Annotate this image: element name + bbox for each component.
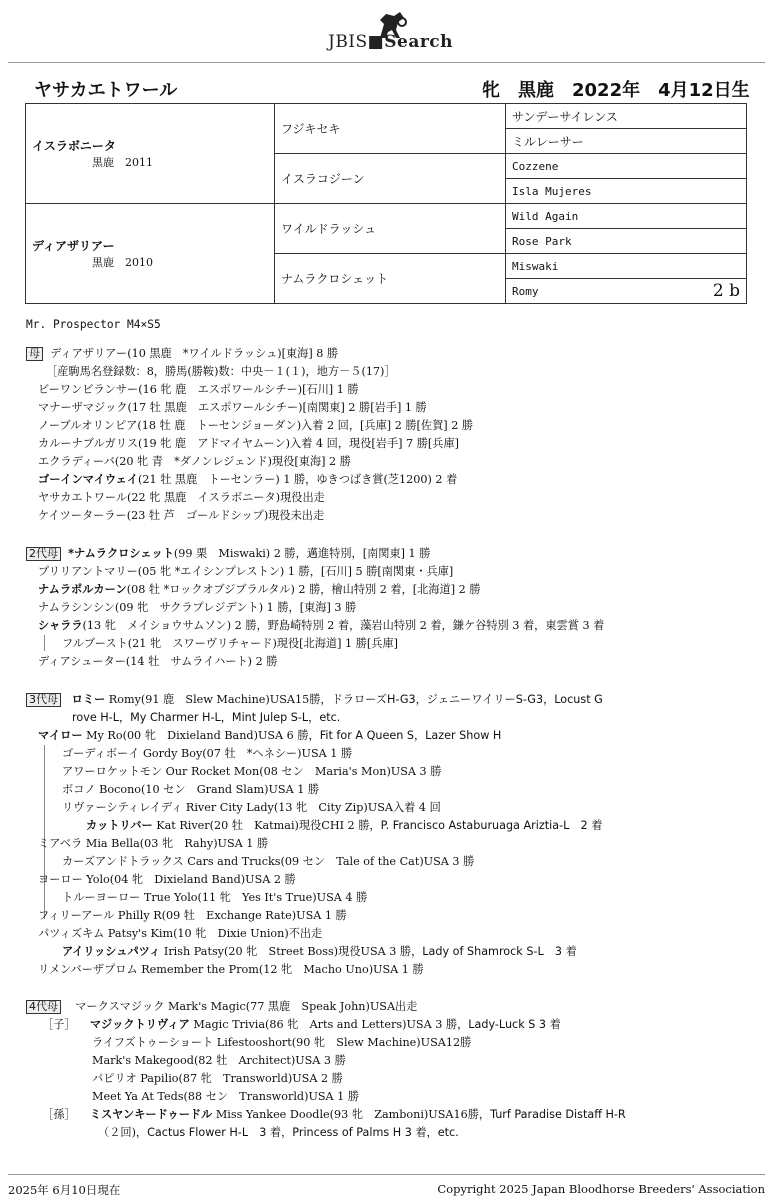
- horse-name-bold: ミスヤンキードゥードル: [89, 1108, 213, 1121]
- list-item: [42, 1108, 626, 1122]
- horse-name-bold: ナムラポルカーン: [38, 583, 127, 596]
- list-item: ヨーロー Yolo(04 牝 Dixieland Band)USA 2 勝: [38, 873, 296, 886]
- footer-copyright: Copyright 2025 Japan Bloodhorse Breeders' Association: [437, 1182, 765, 1196]
- list-item: フィリーアール Philly R(09 牡 Exchange Rate)USA 1 勝: [38, 909, 347, 922]
- horse-name-bold: カットリバー: [86, 819, 153, 832]
- horse-name-bold: *ナムラクロシェット: [68, 547, 174, 560]
- section-tag: 3代母: [26, 693, 61, 707]
- list-item: トルーヨーロー True Yolo(11 牝 Yes It's True)USA 4 勝: [62, 891, 368, 904]
- header-divider: [8, 62, 765, 63]
- fourth-dam-line: [26, 1000, 417, 1014]
- section-tag: 母: [26, 347, 43, 361]
- logo-text: JBIS■Search: [328, 32, 454, 52]
- list-item: ディアシューター(14 牡 サムライハート) 2 勝: [38, 655, 278, 668]
- g3-name: Romy: [512, 284, 539, 298]
- list-item-detail: Romy(91 鹿 Slew Machine)USA15勝，: [105, 693, 332, 706]
- list-item: エクラディーバ(20 牝 青 *ダノンレジェンド)現役[東海] 2 勝: [38, 455, 351, 468]
- g3-cell: ミルレーサー: [506, 129, 747, 154]
- list-item: ビーワンビランサー(16 牝 鹿 エスポワールシチー)[石川] 1 勝: [38, 383, 359, 396]
- sire-cell: [26, 104, 275, 204]
- sire-detail: 黒鹿 2011: [92, 156, 153, 169]
- horse-name: ヤサカエトワール: [34, 80, 178, 101]
- list-item-detail: (99 栗 Miswaki) 2 勝，邁進特別，[南関東] 1 勝: [173, 547, 431, 560]
- list-item: マナーザマジック(17 牡 黒鹿 エスポワールシチー)[南関東] 2 勝[岩手] 1 勝: [38, 401, 427, 414]
- list-item-detail: (13 牝 メイショウサムソン) 2 勝，野島崎特別 2 着，藻岩山特別 2 着，鎌ケ谷特別 3 着，東雲賞 3 着: [82, 619, 605, 632]
- list-item: ナムラシンシン(09 牝 サクラプレジデント) 1 勝，[東海] 3 勝: [38, 601, 357, 614]
- inbreeding-note: Mr. Prospector M4×S5: [26, 318, 161, 331]
- list-item: [38, 729, 501, 743]
- horse-name-bold: マジックトリヴィア: [89, 1018, 190, 1031]
- g3-cell: Cozzene: [506, 154, 747, 179]
- list-item-detail: Magic Trivia(86 牝 Arts and Letters)USA 3 勝，: [189, 1018, 469, 1031]
- list-item-races: P. Francisco Astaburuaga Ariztia-L 2 着: [380, 819, 603, 832]
- footer-divider: [8, 1174, 765, 1175]
- g3-cell-last: [506, 279, 747, 304]
- list-item: ケイツーターラー(23 牡 芦 ゴールドシップ)現役未出走: [38, 509, 325, 522]
- tree-connector: [44, 635, 45, 651]
- tree-connector: [44, 745, 45, 919]
- list-item: [62, 945, 577, 959]
- list-item: カーズアンドトラックス Cars and Trucks(09 セン Tale of the Cat)USA 3 勝: [62, 855, 475, 868]
- footer-date: 2025年 6月10日現在: [8, 1183, 121, 1197]
- pedigree-table: [25, 103, 747, 304]
- list-item: ヤサカエトワール(22 牝 黒鹿 イスラボニータ)現役出走: [38, 491, 325, 504]
- dam-detail: 黒鹿 2010: [92, 256, 153, 269]
- section-tag: 4代母: [26, 1000, 61, 1014]
- g3-cell: Wild Again: [506, 204, 747, 229]
- list-item-detail: （２回)，: [98, 1126, 148, 1139]
- list-item: rove H-L，My Charmer H-L，Mint Julep S-L，etc.: [72, 711, 341, 724]
- g3-cell: サンデーサイレンス: [506, 104, 747, 129]
- list-item: ノーブルオリンピア(18 牡 鹿 トーセンジョーダン)入着 2 回，[兵庫] 2 勝[佐賀] 2 勝: [38, 419, 474, 432]
- horse-name-bold: アイリッシュパツィ: [62, 945, 161, 958]
- list-item: パツィズキム Patsy's Kim(10 牝 Dixie Union)不出走: [38, 927, 323, 940]
- list-item: [38, 619, 604, 633]
- list-item-detail: My Ro(00 牝 Dixieland Band)USA 6 勝，: [82, 729, 320, 742]
- jbis-search-logo: [328, 10, 460, 52]
- list-item-races: Lady of Shamrock S-L 3 着: [422, 945, 577, 958]
- list-item: [98, 1126, 459, 1140]
- dam-main-line: [26, 347, 338, 361]
- list-item: Mark's Makegood(82 牡 Architect)USA 3 勝: [92, 1054, 346, 1067]
- dam-sire-cell: ワイルドラッシュ: [275, 204, 506, 254]
- list-item-detail: (08 牡 *ロックオブジブラルタル) 2 勝，檜山特別 2 着，[北海道] 2 勝: [126, 583, 481, 596]
- list-item-detail: Irish Patsy(20 牝 Street Boss)現役USA 3 勝，: [160, 945, 423, 958]
- g3-cell: Rose Park: [506, 229, 747, 254]
- list-item: ディアザリアー(10 黒鹿 *ワイルドラッシュ)[東海] 8 勝: [50, 347, 339, 360]
- second-dam-line: [26, 547, 430, 561]
- list-item: ライフズトゥーショート Lifestooshort(90 牝 Slew Machine)USA12勝: [92, 1036, 472, 1049]
- dam-dam-cell: ナムラクロシェット: [275, 254, 506, 304]
- logo-search: Search: [384, 32, 454, 52]
- list-item: カルーナブルガリス(19 牝 鹿 アドマイヤムーン)入着 4 回，現役[岩手] 7 勝[兵庫]: [38, 437, 460, 450]
- g3-cell: Isla Mujeres: [506, 179, 747, 204]
- third-dam-line: [26, 693, 603, 707]
- list-item-races: Lady-Luck S 3 着: [468, 1018, 561, 1031]
- family-number: 2 b: [712, 281, 740, 301]
- list-item: ゴーディボーイ Gordy Boy(07 牡 *ヘネシー)USA 1 勝: [62, 747, 353, 760]
- list-item: アワーロケットモン Our Rocket Mon(08 セン Maria's Mon)USA 3 勝: [62, 765, 442, 778]
- dam-cell: [26, 204, 275, 304]
- sire-sire-cell: フジキセキ: [275, 104, 506, 154]
- offspring-label: ［子］: [42, 1018, 76, 1031]
- list-item: Meet Ya At Teds(88 セン Transworld)USA 1 勝: [92, 1090, 360, 1103]
- list-item-detail: マークスマジック Mark's Magic(77 黒鹿 Speak John)USA出走: [75, 1000, 418, 1013]
- sire-name: イスラボニータ: [32, 139, 116, 153]
- horse-name-bold: ロミー: [71, 693, 106, 706]
- list-item: ボコノ Bocono(10 セン Grand Slam)USA 1 勝: [62, 783, 320, 796]
- sire-dam-cell: イスラコジーン: [275, 154, 506, 204]
- list-item: ［産駒馬名登録数：8，勝馬(勝鞍)数：中央－１(１)，地方－５(17)］: [46, 365, 396, 378]
- list-item: ミアベラ Mia Bella(03 牝 Rahy)USA 1 勝: [38, 837, 269, 850]
- list-item: リメンバーザプロム Remember the Prom(12 牝 Macho Uno)USA 1 勝: [38, 963, 424, 976]
- list-item: [42, 1018, 561, 1032]
- horse-name-bold: ゴーインマイウェイ: [38, 473, 139, 486]
- horse-name-bold: マイロー: [38, 729, 83, 742]
- dam-name: ディアザリアー: [32, 239, 115, 253]
- list-item-races: Fit for A Queen S，Lazer Show H: [319, 729, 502, 742]
- list-item-races: Turf Paradise Distaff H-R: [490, 1108, 626, 1121]
- list-item-races: ドラローズH-G3，ジェニーワイリーS-G3，Locust G: [331, 693, 603, 706]
- list-item: フルブースト(21 牝 スワーヴリチャード)現役[北海道] 1 勝[兵庫]: [62, 637, 398, 650]
- list-item: [86, 819, 602, 833]
- list-item: プリリアントマリー(05 牝 *エイシンプレストン) 1 勝，[石川] 5 勝[南関東・兵庫]: [38, 565, 454, 578]
- section-tag: 2代母: [26, 547, 61, 561]
- g3-cell: Miswaki: [506, 254, 747, 279]
- list-item: [38, 473, 457, 487]
- list-item-races: Cactus Flower H-L 3 着，Princess of Palms H 3 着，etc.: [147, 1126, 459, 1139]
- list-item-detail: (21 牡 黒鹿 トーセンラー) 1 勝，ゆきつばき賞(芝1200) 2 着: [138, 473, 458, 486]
- grandchild-label: ［孫］: [42, 1108, 76, 1121]
- list-item-detail: Miss Yankee Doodle(93 牝 Zamboni)USA16勝，: [212, 1108, 491, 1121]
- horse-name-bold: シャララ: [38, 619, 83, 632]
- list-item: [38, 583, 481, 597]
- list-item-detail: Kat River(20 牡 Katmai)現役CHI 2 勝，: [152, 819, 381, 832]
- horse-info: 牝 黒鹿 2022年 4月12日生: [482, 80, 750, 101]
- list-item: リヴァーシティレイディ River City Lady(13 牝 City Zip)USA入着 4 回: [62, 801, 441, 814]
- list-item: パピリオ Papilio(87 牝 Transworld)USA 2 勝: [92, 1072, 343, 1085]
- logo-jbis: JBIS: [328, 32, 368, 52]
